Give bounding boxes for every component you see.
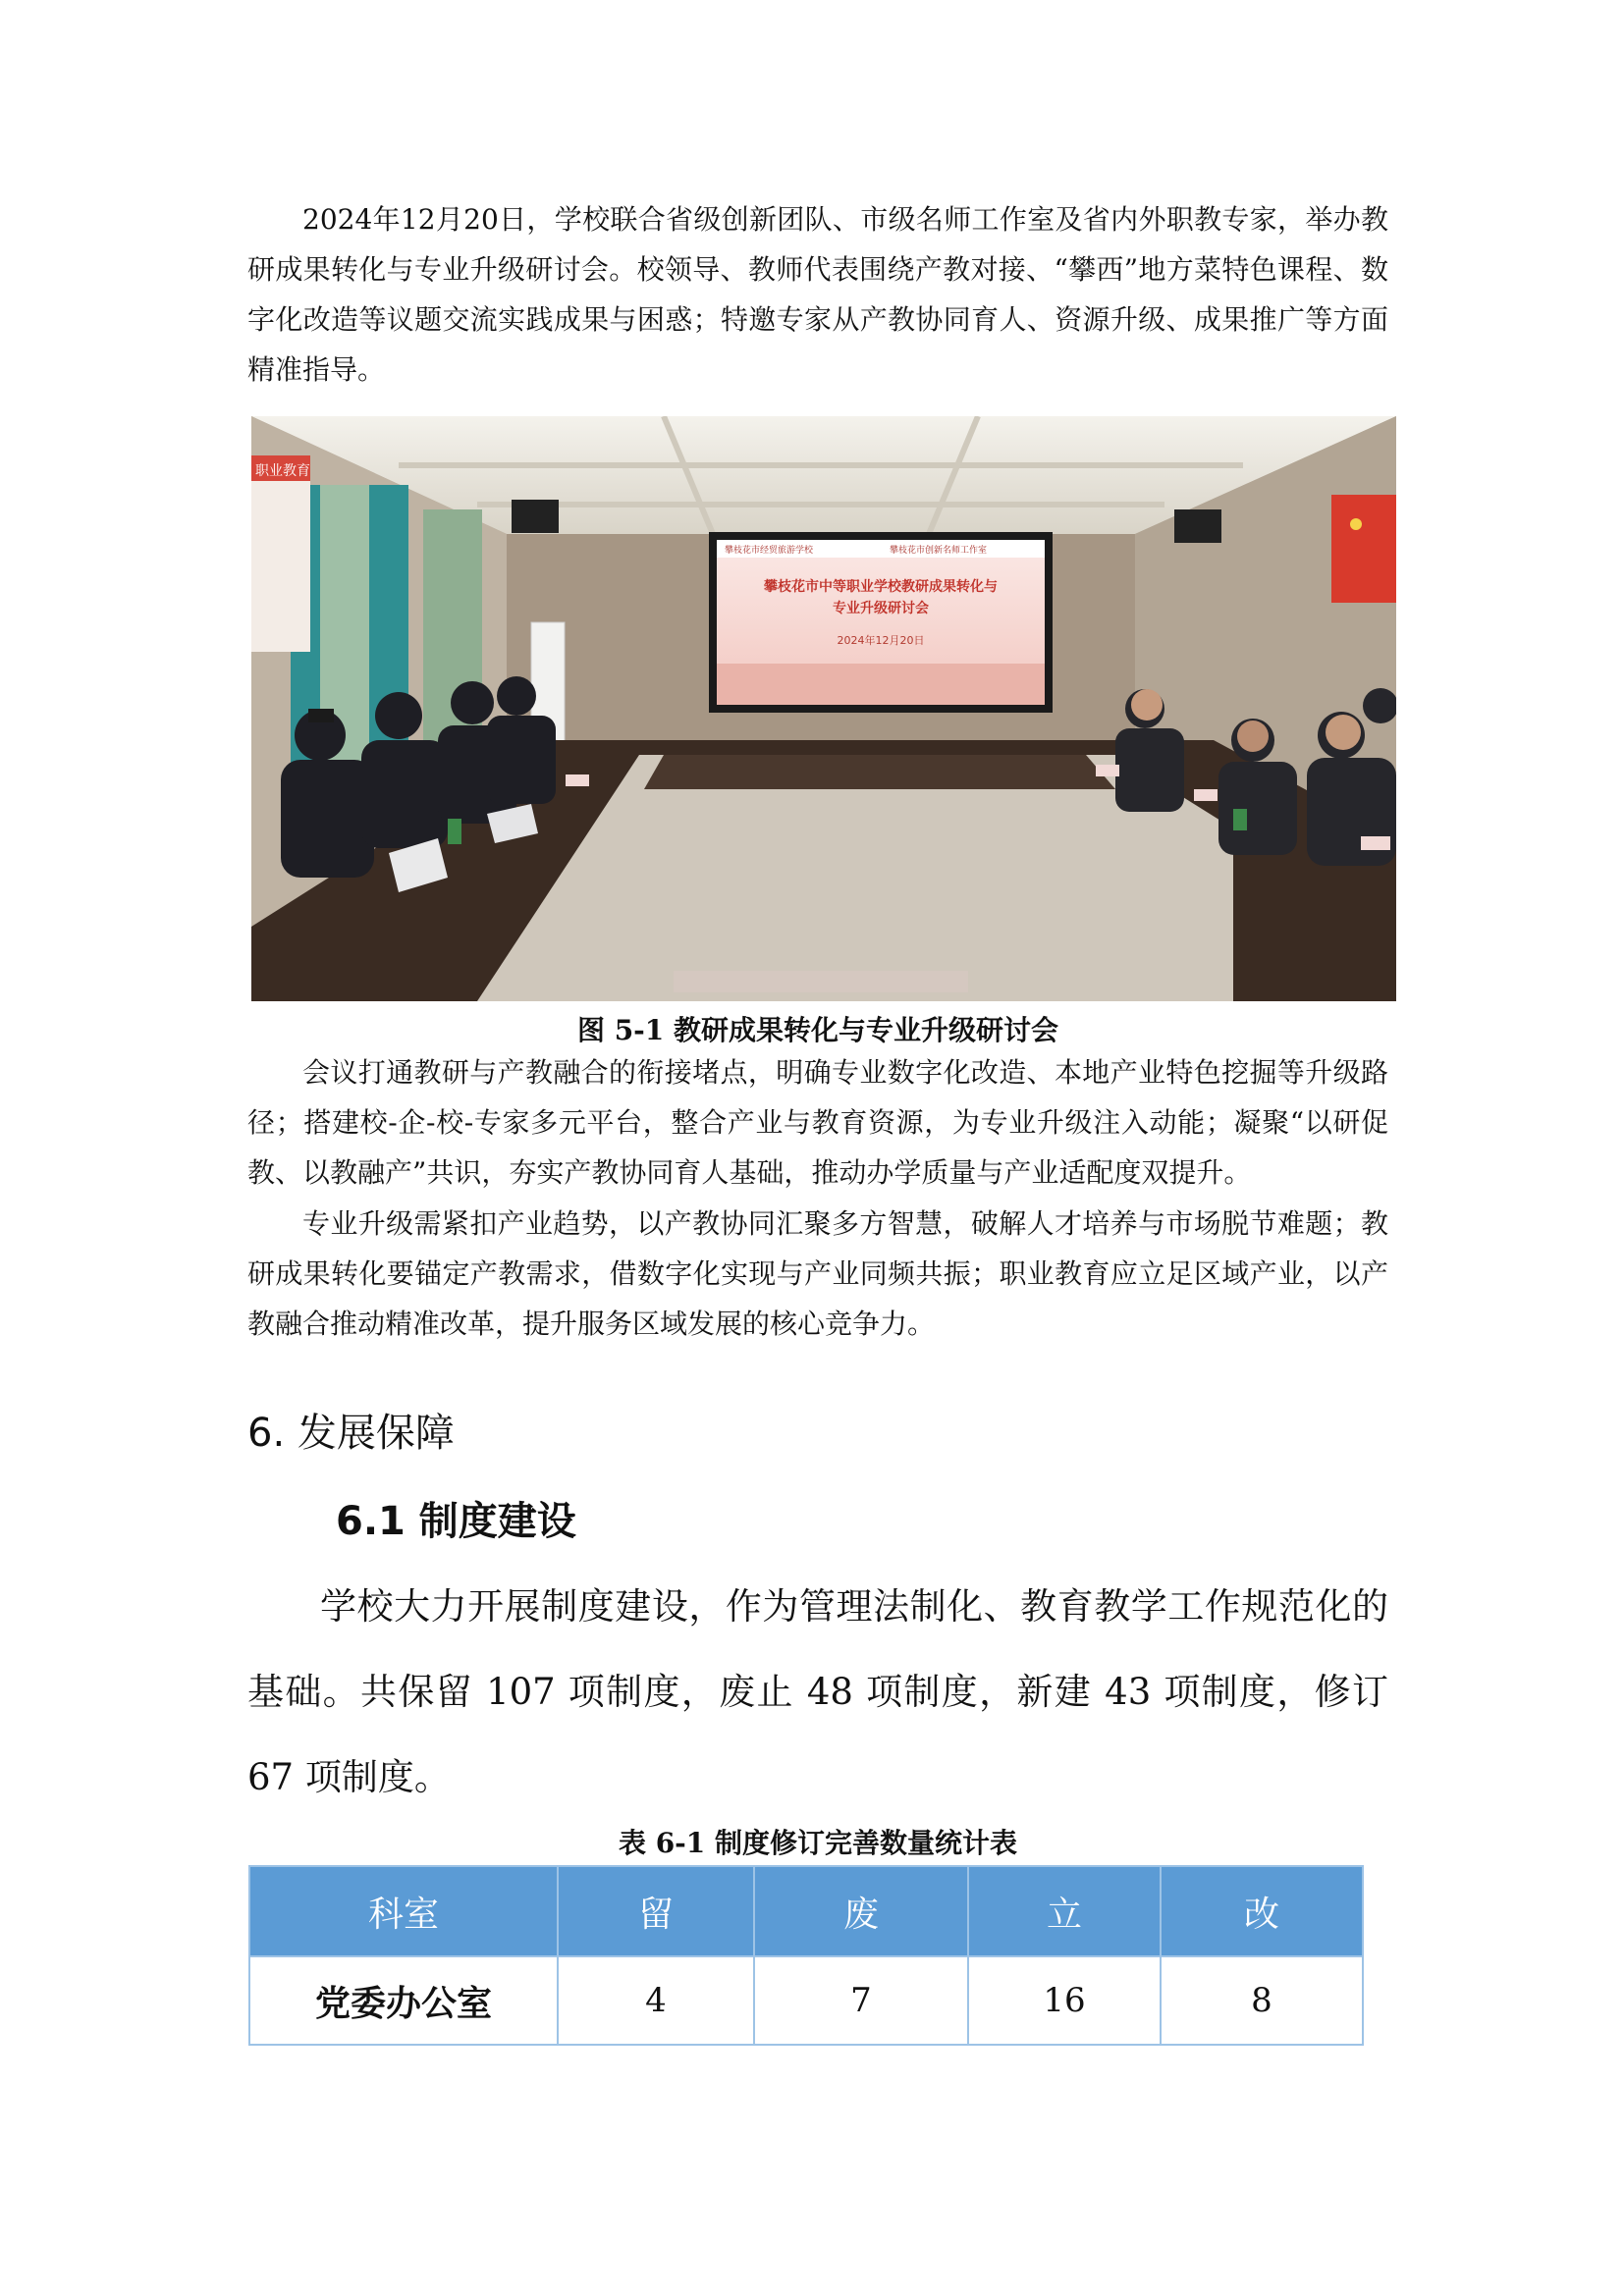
- header-department: 科室: [249, 1866, 558, 1956]
- left-banner-text: 职业教育: [255, 463, 310, 479]
- header-new: 立: [968, 1866, 1161, 1956]
- header-abolished: 废: [754, 1866, 968, 1956]
- header-retained: 留: [558, 1866, 754, 1956]
- header-revised: 改: [1161, 1866, 1363, 1956]
- paragraph-meeting-outcomes: 会议打通教研与产教融合的衔接堵点，明确专业数字化改造、本地产业特色挖掘等升级路径；搭建校-企-校-专家多元平台，整合产业与教育资源，为专业升级注入动能；凝聚“以研促教、以教融产”共识，夯实产教协同育人基础，推动办学质量与产业适配度双提升。: [247, 1056, 1388, 1189]
- paragraph-conclusion: 专业升级需紧扣产业趋势，以产教协同汇聚多方智慧，破解人才培养与市场脱节难题；教研成果转化要锚定产教需求，借数字化实现与产业同频共振；职业教育应立足区域产业，以产教融合推动精准改革，提升服务区域发展的核心竞争力。: [247, 1207, 1388, 1340]
- screen-header-right: 攀枝花市创新名师工作室: [890, 546, 988, 556]
- paragraph-system-building: 学校大力开展制度建设，作为管理法制化、教育教学工作规范化的基础。共保留 107 项制度，废止 48 项制度，新建 43 项制度，修订 67 项制度。: [247, 1585, 1388, 1798]
- intro-paragraph: 2024年12月20日，学校联合省级创新团队、市级名师工作室及省内外职教专家，举办教研成果转化与专业升级研讨会。校领导、教师代表围绕产教对接、“攀西”地方菜特色课程、数字化改造等议题交流实践成果与困惑；特邀专家从产教协同育人、资源升级、成果推广等方面精准指导。: [247, 203, 1388, 386]
- cell-department: 党委办公室: [249, 1956, 558, 2045]
- screen-header-left: 攀枝花市经贸旅游学校: [725, 546, 814, 556]
- screen-title-line2: 专业升级研讨会: [833, 601, 929, 616]
- screen-date: 2024年12月20日: [837, 634, 925, 647]
- screen-title-line1: 攀枝花市中等职业学校教研成果转化与: [764, 579, 998, 595]
- cell-revised: 8: [1161, 1956, 1363, 2045]
- subsection-heading: 6.1 制度建设: [336, 1499, 576, 1544]
- section-heading: 6. 发展保障: [247, 1411, 455, 1456]
- figure-caption: 图 5-1 教研成果转化与专业升级研讨会: [576, 1014, 1059, 1046]
- table-row: [249, 1956, 1363, 2045]
- cell-abolished: 7: [754, 1956, 968, 2045]
- regulation-stats-table: [248, 1865, 1364, 2046]
- cell-new: 16: [968, 1956, 1161, 2045]
- meeting-photo: [251, 416, 1396, 1001]
- table-caption: 表 6-1 制度修订完善数量统计表: [618, 1827, 1018, 1859]
- table-header-row: [249, 1866, 1363, 1956]
- cell-retained: 4: [558, 1956, 754, 2045]
